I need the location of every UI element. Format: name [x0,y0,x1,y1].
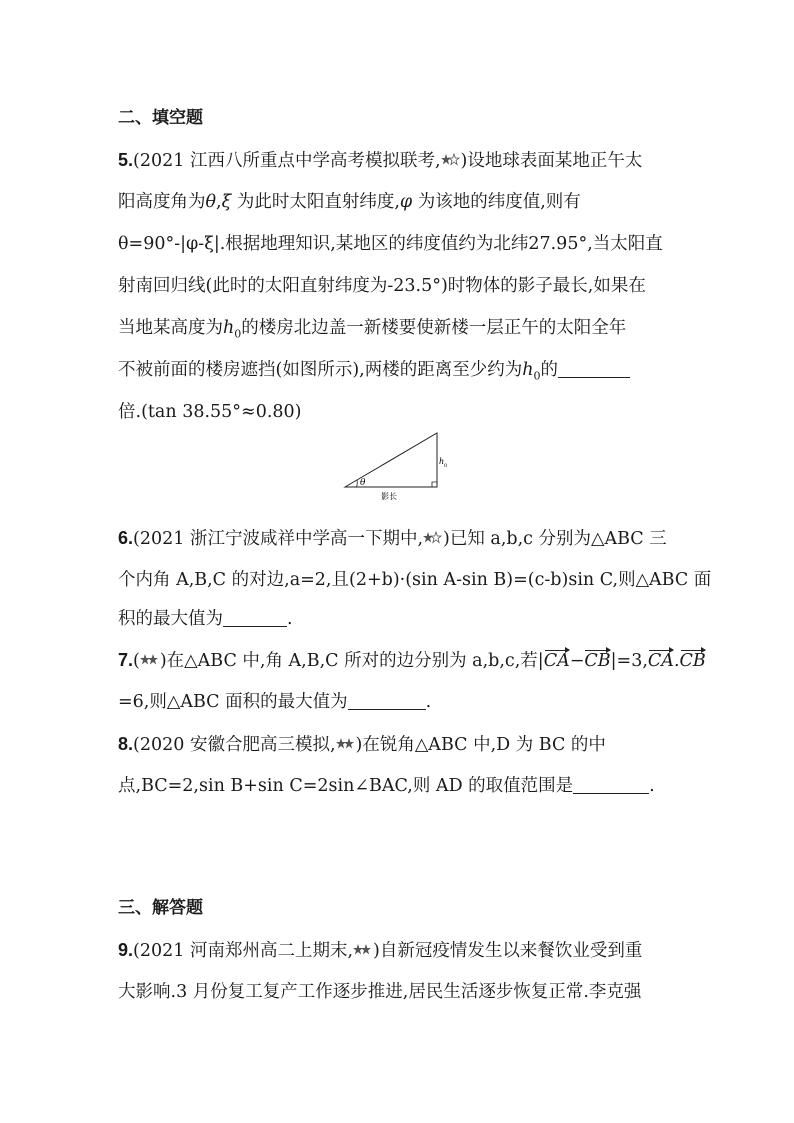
theta-symbol: θ [205,192,217,212]
right-angle-mark [432,482,437,487]
period: . [649,776,655,796]
q5-text-2d: 为该地的纬度值,则有 [412,192,581,212]
q5-source: (2021 江西八所重点中学高考模拟联考, [133,151,441,171]
difficulty-stars-icon [140,653,160,667]
q5-line-5 [118,316,626,347]
q6-line-1 [118,526,667,551]
q8-source: (2020 安徽合肥高三模拟, [133,735,336,755]
vector-cb: CB [584,651,611,671]
q7-text-1c: |=3, [610,651,648,671]
section-heading-answer: 三、解答题 [118,898,203,918]
q8-text-2: 点,BC=2,sin B+sin C=2sin∠BAC,则 AD 的取值范围是 [118,776,574,796]
paren-open: ( [133,651,140,671]
phi-symbol: φ [399,192,413,212]
h-symbol: h [522,360,534,380]
xi-symbol: ξ [221,192,232,212]
h-symbol: h [223,318,235,338]
q6-text-1: )已知 a,b,c 分别为△ABC 三 [443,529,667,549]
q5-text-1: )设地球表面某地正午太 [460,151,643,171]
period: . [425,692,432,712]
q6-line-3 [118,607,293,631]
difficulty-stars-icon [441,153,461,167]
vector-cb: CB [679,651,706,671]
q5-text-2a: 阳高度角为 [118,192,206,212]
difficulty-stars-icon [336,737,356,751]
q5-line-2 [118,190,581,214]
q6-text-3: 积的最大值为 [118,609,223,629]
height-subscript: 0 [444,463,448,469]
q8-line-1 [118,732,606,757]
q6-number: 6. [118,528,134,548]
height-label: h [439,457,445,466]
q5-line-4: 射南回归线(此时的太阳直射纬度为-23.5°)时物体的影子最长,如果在 [118,276,646,296]
difficulty-stars-icon [353,943,373,957]
q9-number: 9. [118,940,134,960]
q9-line-1 [118,938,642,963]
q8-text-1: )在锐角△ABC 中,D 为 BC 的中 [355,735,606,755]
section-heading-fill-blank: 二、填空题 [118,108,203,128]
q7-text-2: =6,则△ABC 面积的最大值为 [118,692,348,712]
q5-text-2b: , [216,192,222,212]
q5-text-5a: 当地某高度为 [118,318,223,338]
theta-label: θ [360,478,366,488]
q7-line-2 [118,690,431,714]
angle-arc [357,480,358,487]
answer-blank[interactable] [223,610,287,627]
q8-line-2 [118,774,655,798]
q5-line-7: 倍.(tan 38.55°≈0.80) [118,402,302,422]
q7-number: 7. [118,650,134,670]
h-subscript: 0 [234,327,242,341]
vector-ca: CA [647,651,674,671]
answer-blank[interactable] [573,777,649,794]
difficulty-stars-icon [423,531,443,545]
q7-line-1 [118,648,706,673]
h-subscript: 0 [533,369,541,383]
triangle-shape [345,433,437,487]
period: . [287,609,293,629]
q6-line-2: 个内角 A,B,C 的对边,a=2,且(2+b)·(sin A-sin B)=(c-b)sin C,则△ABC 面 [118,570,712,590]
q5-text-6b: 的 [540,360,558,380]
q9-text-1: )自新冠疫情发生以来餐饮业受到重 [373,941,643,961]
triangle-figure [343,430,448,502]
q5-line-6 [118,358,630,389]
q9-line-2: 大影响.3 月份复工复产工作逐步推进,居民生活逐步恢复正常.李克强 [118,982,642,1002]
answer-blank[interactable] [348,693,426,710]
q5-text-5b: 的楼房北边盖一新楼要使新楼一层正午的太阳全年 [241,318,627,338]
dot-operator: . [673,651,680,671]
base-label: 影长 [381,492,397,501]
q6-source: (2021 浙江宁波咸祥中学高一下期中, [133,529,424,549]
q5-number: 5. [118,150,134,170]
q7-text-1: )在△ABC 中,角 A,B,C 所对的边分别为 a,b,c,若| [159,651,544,671]
q9-source: (2021 河南郑州高二上期末, [133,941,354,961]
q5-text-2c: 为此时太阳直射纬度, [231,192,400,212]
q8-number: 8. [118,734,134,754]
vector-ca: CA [543,651,570,671]
answer-blank[interactable] [558,361,630,378]
q5-line-3: θ=90°-|φ-ξ|.根据地理知识,某地区的纬度值约为北纬27.95°,当太阳直 [118,234,663,254]
minus-sign: − [569,651,585,671]
q5-line-1 [118,148,642,173]
q5-text-6a: 不被前面的楼房遮挡(如图所示),两楼的距离至少约为 [118,360,523,380]
